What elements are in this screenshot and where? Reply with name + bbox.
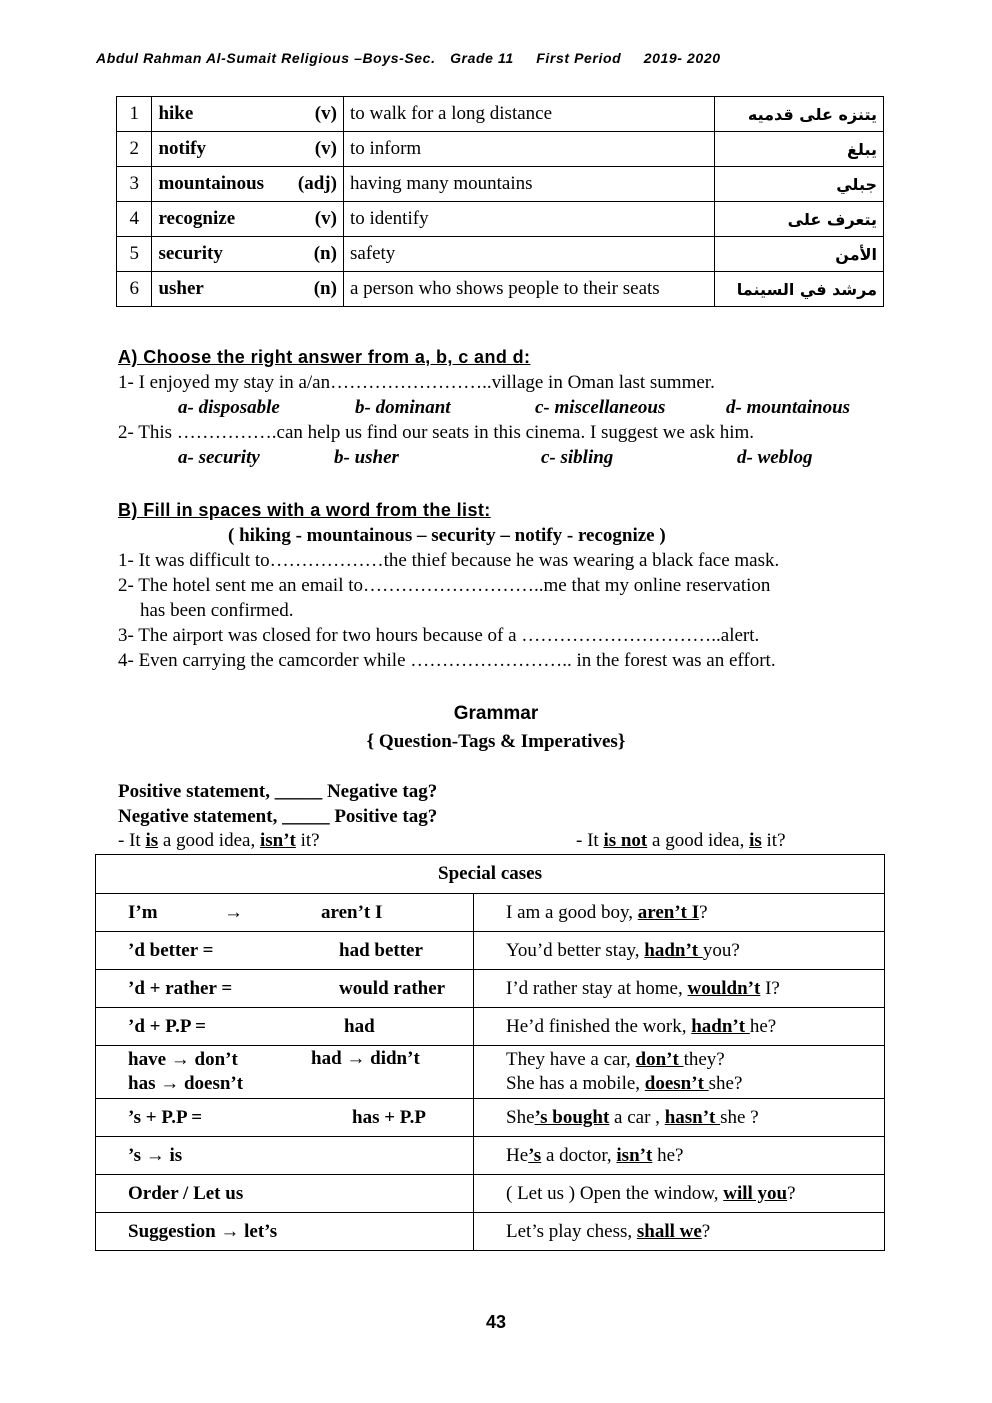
question-2: 2- This …………….can help us find our seats in this cinema. I suggest we ask him. bbox=[118, 422, 755, 443]
option-b: b- usher bbox=[334, 447, 399, 468]
case-rule: have → don’t had → didn’t has → doesn’t bbox=[96, 1046, 474, 1099]
section-a-title: A) Choose the right answer from a, b, c and d: bbox=[118, 347, 531, 367]
row-number: 6 bbox=[117, 272, 152, 307]
option-d: d- mountainous bbox=[726, 397, 851, 418]
case-example: You’d better stay, hadn’t you? bbox=[474, 932, 885, 970]
special-cases-table bbox=[95, 854, 885, 1251]
table-row bbox=[96, 1213, 885, 1251]
case-rule: ’s → is bbox=[96, 1137, 474, 1175]
period: First Period bbox=[536, 50, 622, 66]
row-number: 4 bbox=[117, 202, 152, 237]
case-example: He’d finished the work, hadn’t he? bbox=[474, 1008, 885, 1046]
page-header bbox=[96, 50, 896, 66]
table-row bbox=[96, 894, 885, 932]
option-b: b- dominant bbox=[355, 397, 451, 418]
table-row bbox=[117, 97, 884, 132]
case-rule: Suggestion → let’s bbox=[96, 1213, 474, 1251]
vocab-word: notify (v) bbox=[152, 132, 343, 167]
grammar-subtitle: { Question-Tags & Imperatives} bbox=[366, 731, 626, 752]
table-header-row bbox=[96, 855, 885, 894]
option-c: c- sibling bbox=[541, 447, 614, 468]
case-rule: I’m → aren’t I bbox=[96, 894, 474, 932]
page-number: 43 bbox=[485, 1312, 507, 1332]
table-row bbox=[96, 970, 885, 1008]
table-row bbox=[117, 167, 884, 202]
table-row bbox=[96, 1175, 885, 1213]
row-number: 2 bbox=[117, 132, 152, 167]
fill-line-1: 1- It was difficult to………………the thief because he was wearing a black face mask. bbox=[118, 550, 780, 571]
fill-line-2: 2- The hotel sent me an email to………………………..me that my online reservation bbox=[118, 575, 771, 596]
school-name: Abdul Rahman Al-Sumait Religious –Boys-Sec. bbox=[96, 50, 436, 66]
question-1: 1- I enjoyed my stay in a/an……………………..village in Oman last summer. bbox=[118, 372, 715, 393]
case-example: She’s bought a car , hasn’t she ? bbox=[474, 1099, 885, 1137]
vocab-arabic: جبلي bbox=[714, 167, 883, 202]
row-number: 5 bbox=[117, 237, 152, 272]
table-row bbox=[117, 202, 884, 237]
table-row bbox=[96, 1099, 885, 1137]
option-c: c- miscellaneous bbox=[535, 397, 666, 418]
case-example: I am a good boy, aren’t I? bbox=[474, 894, 885, 932]
option-a: a- security bbox=[178, 447, 260, 468]
table-row bbox=[117, 237, 884, 272]
case-rule: ’s + P.P = has + P.P bbox=[96, 1099, 474, 1137]
vocabulary-table bbox=[116, 96, 884, 307]
word-list: ( hiking - mountainous – security – notify - recognize ) bbox=[228, 525, 666, 546]
table-row bbox=[96, 932, 885, 970]
case-rule: ’d + rather = would rather bbox=[96, 970, 474, 1008]
grammar-title: Grammar bbox=[453, 703, 539, 724]
vocab-arabic: يتنزه على قدميه bbox=[714, 97, 883, 132]
vocab-arabic: يتعرف على bbox=[714, 202, 883, 237]
school-year: 2019- 2020 bbox=[643, 50, 721, 66]
vocab-arabic: يبلغ bbox=[714, 132, 883, 167]
fill-line-3: 3- The airport was closed for two hours because of a …………………………..alert. bbox=[118, 625, 760, 646]
case-example: ( Let us ) Open the window, will you? bbox=[474, 1175, 885, 1213]
table-row bbox=[96, 1046, 885, 1099]
vocab-arabic: مرشد في السينما bbox=[714, 272, 883, 307]
vocab-definition: to identify bbox=[343, 202, 714, 237]
case-rule: ’d + P.P = had bbox=[96, 1008, 474, 1046]
fill-line-2-cont: has been confirmed. bbox=[140, 600, 294, 621]
table-row bbox=[96, 1008, 885, 1046]
vocab-arabic: الأمن bbox=[714, 237, 883, 272]
table-row bbox=[96, 1137, 885, 1175]
vocab-word: mountainous (adj) bbox=[152, 167, 343, 202]
vocab-word: recognize (v) bbox=[152, 202, 343, 237]
case-rule: ’d better = had better bbox=[96, 932, 474, 970]
grade: Grade 11 bbox=[450, 50, 514, 66]
case-rule: Order / Let us bbox=[96, 1175, 474, 1213]
option-a: a- disposable bbox=[178, 397, 280, 418]
rule-negative: Negative statement, _____ Positive tag? bbox=[118, 806, 438, 827]
option-d: d- weblog bbox=[737, 447, 813, 468]
case-example: Let’s play chess, shall we? bbox=[474, 1213, 885, 1251]
vocab-definition: to inform bbox=[343, 132, 714, 167]
vocab-definition: to walk for a long distance bbox=[343, 97, 714, 132]
rule-positive: Positive statement, _____ Negative tag? bbox=[118, 781, 438, 802]
fill-line-4: 4- Even carrying the camcorder while …………………….. in the forest was an effort. bbox=[118, 650, 776, 671]
special-cases-title: Special cases bbox=[96, 855, 885, 894]
section-b-title: B) Fill in spaces with a word from the list: bbox=[118, 500, 491, 520]
vocab-definition: having many mountains bbox=[343, 167, 714, 202]
vocab-definition: a person who shows people to their seats bbox=[343, 272, 714, 307]
example-negative: - It is not a good idea, is it? bbox=[576, 830, 786, 851]
vocab-word: hike (v) bbox=[152, 97, 343, 132]
vocab-definition: safety bbox=[343, 237, 714, 272]
case-example: I’d rather stay at home, wouldn’t I? bbox=[474, 970, 885, 1008]
vocab-word: security (n) bbox=[152, 237, 343, 272]
table-row bbox=[117, 272, 884, 307]
table-row bbox=[117, 132, 884, 167]
row-number: 3 bbox=[117, 167, 152, 202]
case-example: He’s a doctor, isn’t he? bbox=[474, 1137, 885, 1175]
example-positive: - It is a good idea, isn’t it? bbox=[118, 830, 320, 851]
row-number: 1 bbox=[117, 97, 152, 132]
case-example: They have a car, don’t they? She has a mobile, doesn’t she? bbox=[474, 1046, 885, 1099]
vocab-word: usher (n) bbox=[152, 272, 343, 307]
